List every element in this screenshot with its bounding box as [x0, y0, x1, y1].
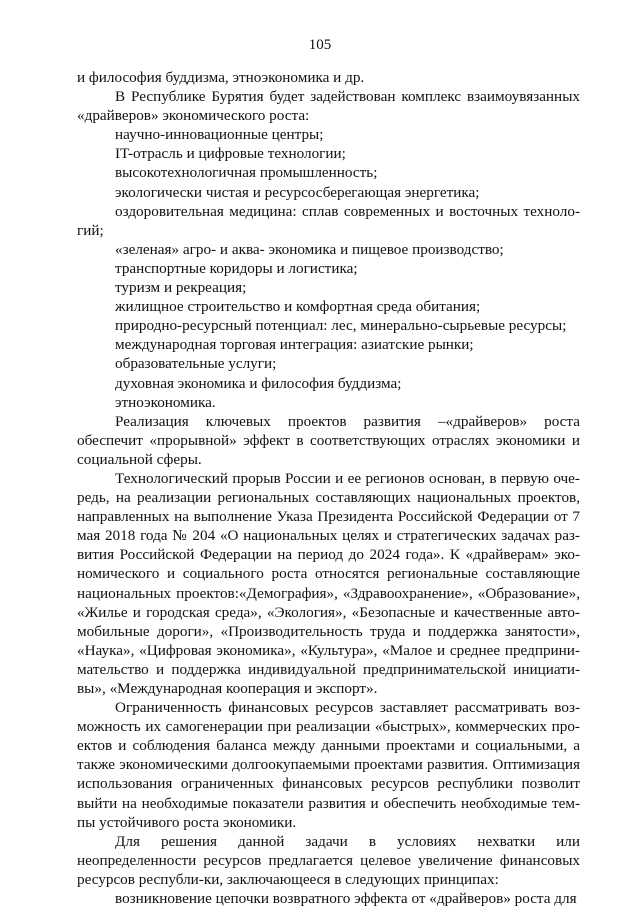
list-item: высокотехнологичная промышленность;: [115, 164, 378, 182]
list-item: природно-ресурсный потенциал: лес, минерально-сырьевые ресурсы;: [115, 317, 567, 335]
list-item: образовательные услуги;: [115, 355, 277, 373]
list-item: возникновение цепочки возвратного эффекта от «драйверов» роста для: [115, 890, 577, 908]
list-item: IT-отрасль и цифровые технологии;: [115, 145, 346, 163]
paragraph-continuation: и философия буддизма, этноэкономика и др.: [77, 69, 365, 86]
list-item: духовная экономика и философия буддизма;: [115, 374, 402, 392]
list-item: оздоровительная медицина: сплав современных и восточных техноло-гий;: [77, 202, 580, 239]
list-item: международная торговая интеграция: азиатские рынки;: [115, 336, 474, 354]
paragraph-breakthrough-effect: Реализация ключевых проектов развития –«драйверов» роста обеспечит «прорывной» эффект в соответствующих отраслях экономики и социальной сферы.: [77, 412, 580, 468]
paragraph-national-projects: Технологический прорыв России и ее регионов основан, в первую оче-редь, на реализации региональных составляющих национальных проектов, направленных на выполнение Указа Президента Российской Федерации от 7 мая 2018 года № 204 «О национальных целях и стратегических задачах раз-вития Российской Федерации на период до 2024 года». К «драйверам» эко-номического и социального роста относятся региональные составляющие национальных проектов:«Демография», «Здравоохранение», «Образование», «Жилье и городская среда», «Экология», «Безопасные и качественные авто-мобильные дороги», «Производительность труда и поддержка занятости», «Наука», «Цифровая экономика», «Культура», «Малое и среднее предприни-мательство и поддержка индивидуальной предпринимательской инициати-вы», «Международная кооперация и экспорт».: [77, 469, 580, 697]
document-body: [77, 68, 580, 908]
list-item: транспортные коридоры и логистика;: [115, 259, 358, 277]
paragraph-financial-resources: Ограниченность финансовых ресурсов заставляет рассматривать воз-можность их самогенерации при реализации «быстрых», коммерческих про-ектов и соблюдения баланса между данными проектами и социальными, а также экономическими долгоокупаемыми проектами развития. Оптимизация использования ограниченных финансовых ресурсов республики позволит выйти на необходимые показатели развития и обеспечить необходимые тем-пы устойчивого роста экономики.: [77, 699, 580, 831]
paragraph-task-solution: Для решения данной задачи в условиях нехватки или неопределенности ресурсов предлагается целевое увеличение финансовых ресурсов республи-ки, заключающееся в следующих принципах:: [77, 832, 580, 888]
list-item: «зеленая» агро- и аква- экономика и пищевое производство;: [115, 240, 504, 258]
paragraph-drivers-intro: В Республике Бурятия будет задействован комплекс взаимоувязанных «драйверов» экономического роста:: [77, 88, 580, 125]
list-item: экологически чистая и ресурсосберегающая энергетика;: [115, 183, 480, 201]
list-item: этноэкономика.: [115, 393, 216, 411]
page-number: 105: [308, 37, 332, 53]
list-item: научно-инновационные центры;: [115, 126, 324, 144]
list-item: туризм и рекреация;: [115, 279, 247, 297]
list-item: жилищное строительство и комфортная среда обитания;: [115, 298, 481, 316]
